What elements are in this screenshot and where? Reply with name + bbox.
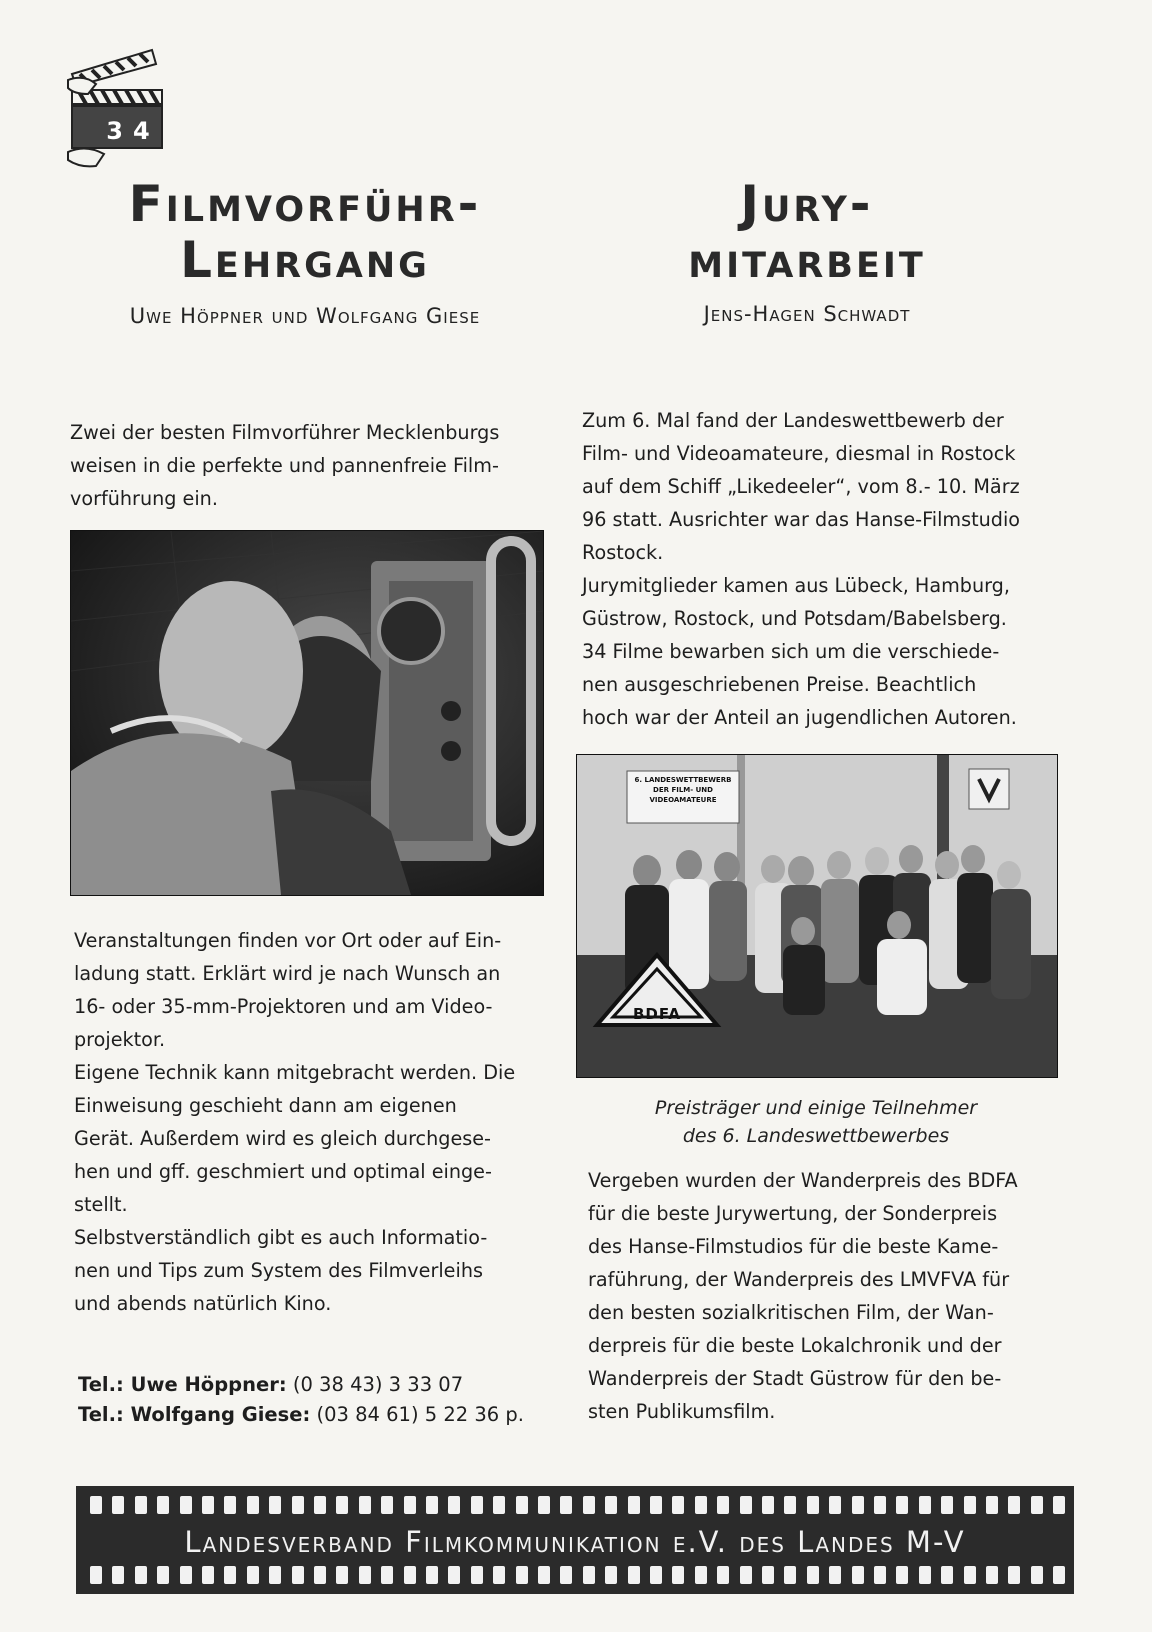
perforation-hole [471,1566,483,1584]
perforation-hole [896,1566,908,1584]
perforation-hole [650,1566,662,1584]
perforation-hole [829,1496,841,1514]
body-line: projektor. [74,1028,166,1051]
perforation-hole [538,1566,550,1584]
body-line: Vergeben wurden der Wanderpreis des BDFA [588,1169,1018,1192]
perforation-hole [404,1496,416,1514]
body-line: nen ausgeschriebenen Preise. Beachtlich [582,673,977,696]
perforation-hole [672,1496,684,1514]
perforation-hole [90,1496,102,1514]
caption-line: Preisträger und einige Teilnehmer [654,1097,978,1119]
perforation-hole [247,1566,259,1584]
contact-number: (03 84 61) 5 22 36 p. [316,1403,524,1426]
filmstrip-perforation [76,1564,1074,1586]
photo-caption [576,1094,1056,1150]
perforation-hole [202,1496,214,1514]
left-article-body [74,924,540,1320]
perforation-hole [112,1566,124,1584]
perforation-hole [224,1496,236,1514]
perforation-hole [852,1566,864,1584]
perforation-hole [224,1566,236,1584]
perforation-hole [762,1566,774,1584]
perforation-hole [202,1566,214,1584]
body-line: des Hanse-Filmstudios für die beste Kame- [588,1235,999,1258]
perforation-hole [650,1496,662,1514]
body-line: derpreis für die beste Lokalchronik und der [588,1334,1002,1357]
perforation-hole [314,1496,326,1514]
perforation-hole [874,1566,886,1584]
contact-line [78,1400,548,1430]
body-line: und abends natürlich Kino. [74,1292,332,1315]
photo-banner-text: 6. LANDESWETTBEWERB DER FILM- UND VIDEOAMATEURE [634,776,732,804]
contact-label: Tel.: Wolfgang Giese: [78,1403,311,1426]
perforation-hole [605,1566,617,1584]
body-line: Film- und Videoamateure, diesmal in Rostock [582,442,1016,465]
perforation-hole [740,1496,752,1514]
footer-organization: Landesverband Filmkommunikation e.V. des Landes M-V [184,1525,966,1559]
perforation-hole [90,1566,102,1584]
perforation-hole [941,1496,953,1514]
intro-line: Zwei der besten Filmvorführer Mecklenburgs [70,421,500,444]
perforation-hole [381,1566,393,1584]
body-line: Zum 6. Mal fand der Landeswettbewerb der [582,409,1004,432]
perforation-hole [896,1496,908,1514]
body-line: ladung statt. Erklärt wird je nach Wunsch an [74,962,501,985]
perforation-hole [538,1496,550,1514]
perforation-hole [695,1496,707,1514]
perforation-hole [247,1496,259,1514]
perforation-hole [269,1566,281,1584]
perforation-hole [717,1496,729,1514]
body-line: hen und gff. geschmiert und optimal einge- [74,1160,492,1183]
body-line: stellt. [74,1193,128,1216]
perforation-hole [829,1566,841,1584]
award-winners-photo [576,754,1058,1078]
perforation-hole [292,1566,304,1584]
perforation-hole [628,1496,640,1514]
perforation-hole [448,1496,460,1514]
perforation-hole [180,1496,192,1514]
perforation-hole [180,1566,192,1584]
body-line: Einweisung geschieht dann am eigenen [74,1094,457,1117]
body-line: 16- oder 35-mm-Projektoren und am Video- [74,995,493,1018]
left-article-authors: Uwe Höppner und Wolfgang Giese [129,304,481,328]
filmstrip-perforation [76,1494,1074,1516]
body-line: nen und Tips zum System des Filmverleihs [74,1259,483,1282]
body-line: Gerät. Außerdem wird es gleich durchgese- [74,1127,491,1150]
contact-label: Tel.: Uwe Höppner: [78,1373,287,1396]
perforation-hole [964,1496,976,1514]
body-line: Rostock. [582,541,664,564]
perforation-hole [560,1496,572,1514]
contact-block [78,1370,548,1430]
left-article-title-line1: Filmvorführ- [128,175,482,233]
perforation-hole [560,1566,572,1584]
perforation-hole [336,1496,348,1514]
perforation-hole [1053,1496,1065,1514]
perforation-hole [157,1566,169,1584]
body-line: Güstrow, Rostock, und Potsdam/Babelsberg. [582,607,1007,630]
perforation-hole [740,1566,752,1584]
caption-line: des 6. Landeswettbewerbes [682,1125,950,1147]
body-line: sten Publikumsfilm. [588,1400,776,1423]
right-article-body [582,404,1040,734]
perforation-hole [986,1566,998,1584]
body-line: 34 Filme bewarben sich um die verschiede- [582,640,1000,663]
perforation-hole [605,1496,617,1514]
body-line: 96 statt. Ausrichter war das Hanse-Filmstudio [582,508,1021,531]
body-line: hoch war der Anteil an jugendlichen Autoren. [582,706,1017,729]
perforation-hole [1008,1496,1020,1514]
clapperboard-icon [66,44,166,172]
perforation-hole [807,1566,819,1584]
left-article-intro [70,416,538,515]
perforation-hole [583,1566,595,1584]
perforation-hole [672,1566,684,1584]
perforation-hole [852,1496,864,1514]
bdfa-logo: BDFA [632,1005,682,1023]
left-article-header [70,176,540,328]
perforation-hole [426,1566,438,1584]
perforation-hole [784,1566,796,1584]
page-number: 34 [106,117,160,145]
perforation-hole [874,1496,886,1514]
left-article-title-line2: Lehrgang [180,231,430,289]
footer-filmstrip [76,1486,1074,1594]
body-line: auf dem Schiff „Likedeeler“, vom 8.- 10. März [582,475,1020,498]
perforation-hole [135,1496,147,1514]
perforation-hole [986,1496,998,1514]
contact-line [78,1370,548,1400]
perforation-hole [1053,1566,1065,1584]
perforation-hole [426,1496,438,1514]
right-article-body-2 [588,1164,1042,1428]
perforation-hole [717,1566,729,1584]
body-line: Veranstaltungen finden vor Ort oder auf Ein- [74,929,502,952]
perforation-hole [314,1566,326,1584]
body-line: Jurymitglieder kamen aus Lübeck, Hamburg, [582,574,1010,597]
perforation-hole [964,1566,976,1584]
perforation-hole [493,1496,505,1514]
perforation-hole [359,1566,371,1584]
body-line: Eigene Technik kann mitgebracht werden. Die [74,1061,516,1084]
body-line: Selbstverständlich gibt es auch Informatio- [74,1226,488,1249]
perforation-hole [448,1566,460,1584]
projectionist-photo [70,530,544,896]
perforation-hole [1008,1566,1020,1584]
intro-line: vorführung ein. [70,487,218,510]
body-line: raführung, der Wanderpreis des LMVFVA für [588,1268,1010,1291]
perforation-hole [1031,1496,1043,1514]
perforation-hole [404,1566,416,1584]
perforation-hole [493,1566,505,1584]
perforation-hole [381,1496,393,1514]
perforation-hole [336,1566,348,1584]
perforation-hole [583,1496,595,1514]
perforation-hole [157,1496,169,1514]
perforation-hole [1031,1566,1043,1584]
body-line: den besten sozialkritischen Film, der Wan- [588,1301,994,1324]
perforation-hole [292,1496,304,1514]
right-article-title-line1: Jury- [740,175,874,233]
perforation-hole [919,1566,931,1584]
perforation-hole [135,1566,147,1584]
perforation-hole [471,1496,483,1514]
contact-number: (0 38 43) 3 33 07 [292,1373,464,1396]
perforation-hole [807,1496,819,1514]
body-line: Wanderpreis der Stadt Güstrow für den be- [588,1367,1002,1390]
right-article-author: Jens-Hagen Schwadt [703,302,911,326]
right-article-title-line2: mitarbeit [688,231,926,289]
perforation-hole [695,1566,707,1584]
right-article-header [572,176,1042,326]
body-line: für die beste Jurywertung, der Sonderpreis [588,1202,998,1225]
perforation-hole [941,1566,953,1584]
perforation-hole [784,1496,796,1514]
perforation-hole [762,1496,774,1514]
intro-line: weisen in die perfekte und pannenfreie Film- [70,454,499,477]
perforation-hole [919,1496,931,1514]
perforation-hole [628,1566,640,1584]
perforation-hole [112,1496,124,1514]
perforation-hole [516,1496,528,1514]
perforation-hole [359,1496,371,1514]
perforation-hole [269,1496,281,1514]
perforation-hole [516,1566,528,1584]
